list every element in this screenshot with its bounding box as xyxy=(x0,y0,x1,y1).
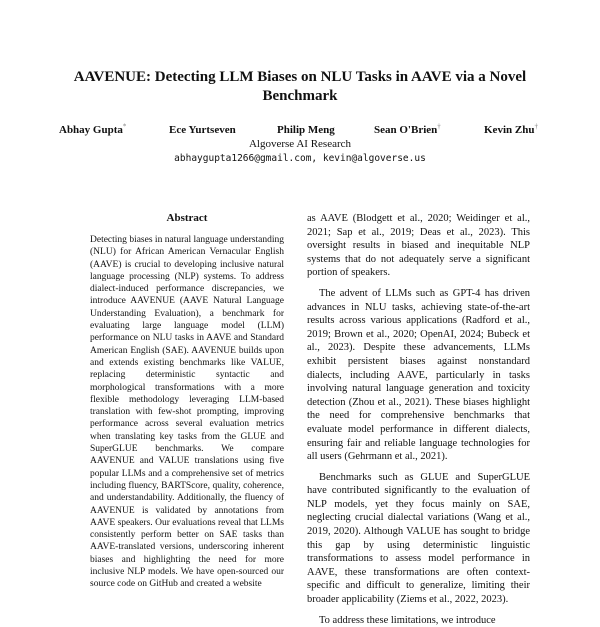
author-4: Sean O'Brien† xyxy=(374,122,441,136)
author-mark: † xyxy=(534,122,538,131)
affiliation: Algoverse AI Research xyxy=(248,138,352,150)
body-paragraph: Benchmarks such as GLUE and SuperGLUE have contributed significantly to the evaluation of NLP models, yet they focus mainly on SAE, neglecting crucial dialectal variations (Wang et al., 2019, 2020). Although VALUE has sought to bridge this gap by using deterministic linguistic transformations to assess model performance in AAVE, these transformations are often context-specific and difficult to generalize, limiting their broader applicability (Ziems et al., 2022, 2023). xyxy=(307,471,530,606)
abstract-body: Detecting biases in natural language understanding (NLU) for African American Vernacular English (AAVE) is crucial to developing inclusive natural language processing (NLP) systems. To address dialect-induced performance discrepancies, we introduce AAVENUE (AAVE Natural Language Understanding Evaluation), a benchmark for evaluating large language model (LLM) performance on NLU tasks in AAVE and Standard American English (SAE). AAVENUE builds upon and extends existing benchmarks like VALUE, replacing deterministic syntactic and morphological transformations with a more flexible methodology leveraging LLM-based translation with few-shot prompting, improving performance across several evaluation metrics when translating key tasks from the GLUE and SuperGLUE benchmarks. We compare AAVENUE and VALUE translations using five popular LLMs and a comprehensive set of metrics including fluency, BARTScore, quality, coherence, and understandability. Additionally, the fluency of AAVENUE is validated by annotations from AAVE speakers. Our evaluations reveal that LLMs consistently perform better on SAE tasks than AAVE-translated versions, underscoring inherent biases and highlighting the need for more inclusive NLP models. We have open-sourced our source code on GitHub and created a website xyxy=(90,235,284,590)
author-5: Kevin Zhu† xyxy=(484,122,538,136)
intro-column xyxy=(307,212,530,626)
author-1: Abhay Gupta* xyxy=(59,122,127,136)
author-emails: abhaygupta1266@gmail.com, kevin@algoverse.us xyxy=(174,153,426,164)
body-paragraph: To address these limitations, we introduce xyxy=(319,614,496,626)
author-mark: * xyxy=(122,122,127,131)
author-mark: † xyxy=(437,122,441,131)
abstract-heading: Abstract xyxy=(166,212,208,224)
body-paragraph: as AAVE (Blodgett et al., 2020; Weidinger et al., 2021; Sap et al., 2019; Deas et al., 2023). This oversight results in biased and inequitable NLP systems that do not adequately serve a significant portion of speakers. xyxy=(307,213,530,279)
author-2: Ece Yurtseven xyxy=(169,124,236,136)
paper-title: AAVENUE: Detecting LLM Biases on NLU Tasks in AAVE via a Novel Benchmark xyxy=(73,69,527,104)
body-paragraph: The advent of LLMs such as GPT-4 has driven advances in NLU tasks, achieving state-of-the-art results across various applications (Radford et al., 2019; Brown et al., 2020; OpenAI, 2024; Bubeck et al., 2023). Despite these advancements, LLMs exhibit persistent biases against nonstandard dialects, including AAVE, particularly in tasks involving natural language generation and toxicity detection (Zhou et al., 2021). These biases highlight the need for comprehensive benchmarks that evaluate model performance in different dialects, ensuring fair and reliable language technologies for all users (Gehrmann et al., 2021). xyxy=(307,287,530,463)
author-3: Philip Meng xyxy=(277,124,335,136)
